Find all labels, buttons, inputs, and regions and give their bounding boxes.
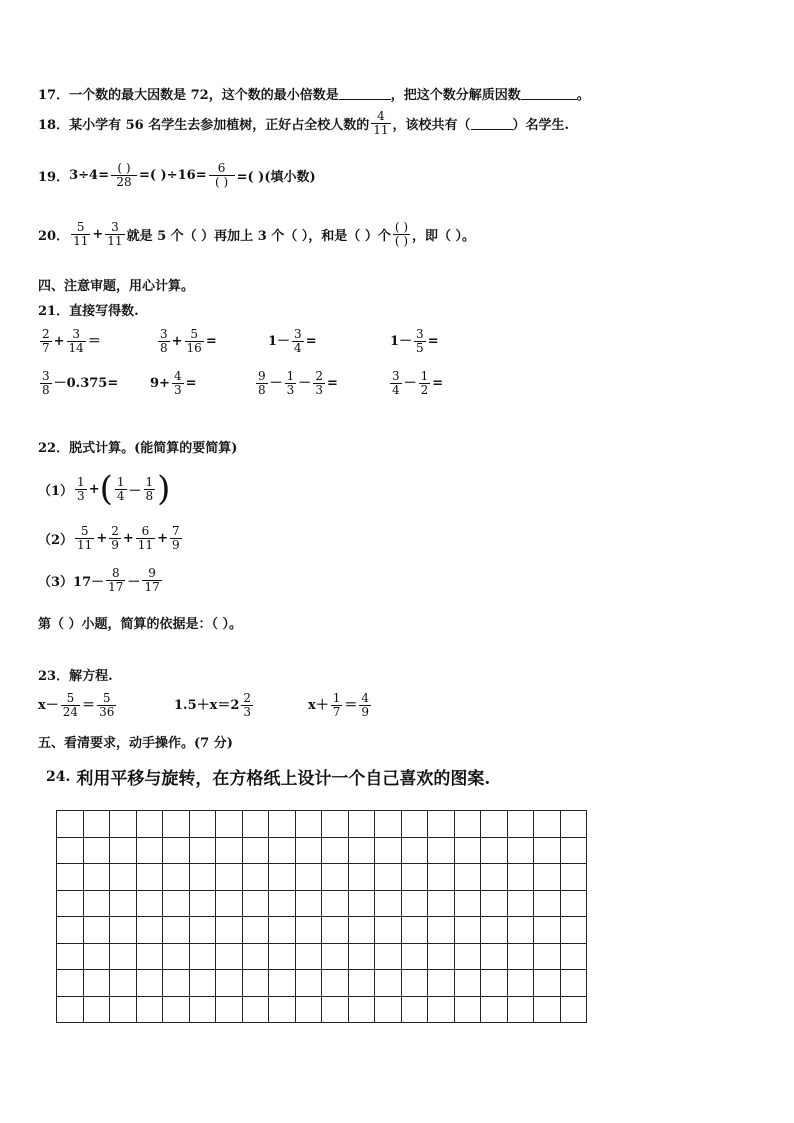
grid-cell[interactable]	[163, 811, 190, 838]
grid-cell[interactable]	[57, 837, 84, 864]
q22-part-1: （1） $\frac{1}{3}$ + ( $\frac{1}{4}$ － $\frac{1}{8}$ )	[38, 469, 171, 509]
grid-cell[interactable]	[57, 864, 84, 891]
grid-cell[interactable]	[534, 864, 561, 891]
grid-cell[interactable]	[136, 890, 163, 917]
grid-cell[interactable]	[269, 996, 296, 1023]
grid-cell[interactable]	[163, 996, 190, 1023]
grid-cell[interactable]	[560, 996, 587, 1023]
q21-item: $\frac{9}{8}$ － $\frac{1}{3}$ － $\frac{2}{3}$ =	[258, 369, 338, 397]
grid-cell[interactable]	[507, 996, 534, 1023]
grid-cell[interactable]	[322, 917, 349, 944]
question-18	[38, 110, 569, 137]
question-number: 18．	[38, 118, 70, 133]
grid-cell[interactable]	[242, 864, 269, 891]
grid-cell[interactable]	[269, 837, 296, 864]
question-22-title: 22．脱式计算。(能简算的要简算)	[38, 441, 238, 456]
grid-cell[interactable]	[110, 837, 137, 864]
grid-cell[interactable]	[507, 837, 534, 864]
grid-cell[interactable]	[110, 811, 137, 838]
equation-3: x＋ $\frac{1}{7}$ ＝ $\frac{4}{9}$	[308, 691, 370, 719]
grid-cell[interactable]	[348, 943, 375, 970]
expression-text: =( )(填小数)	[236, 170, 316, 185]
grid-cell[interactable]	[534, 837, 561, 864]
grid-cell[interactable]	[110, 864, 137, 891]
grid-row	[57, 970, 587, 997]
q21-item: $\frac{3}{4}$ － $\frac{1}{2}$ =	[392, 369, 444, 397]
q23-equations	[38, 692, 408, 719]
grid-cell[interactable]	[322, 970, 349, 997]
grid-cell[interactable]	[216, 811, 243, 838]
question-text: ，该校共有（	[392, 118, 471, 133]
grid-cell[interactable]	[560, 943, 587, 970]
grid-cell[interactable]	[242, 837, 269, 864]
question-19	[38, 162, 316, 189]
grid-cell[interactable]	[216, 917, 243, 944]
grid-cell[interactable]	[83, 970, 110, 997]
q22-note: 第（ ）小题，简算的依据是：（ ）。	[38, 617, 243, 632]
grid-cell[interactable]	[375, 890, 402, 917]
grid-cell[interactable]	[189, 890, 216, 917]
grid-cell[interactable]	[454, 890, 481, 917]
grid-cell[interactable]	[163, 917, 190, 944]
question-text: 。	[576, 88, 590, 103]
grid-cell[interactable]	[375, 970, 402, 997]
grid-cell[interactable]	[83, 837, 110, 864]
q21-item: 1－ $\frac{3}{5}$ =	[390, 327, 439, 355]
grid-cell[interactable]	[401, 970, 428, 997]
question-number: 20．	[38, 229, 70, 244]
grid-cell[interactable]	[401, 811, 428, 838]
grid-cell[interactable]	[322, 996, 349, 1023]
grid-cell[interactable]	[295, 943, 322, 970]
q21-row-2	[38, 370, 488, 397]
grid-cell[interactable]	[242, 811, 269, 838]
grid-cell[interactable]	[57, 811, 84, 838]
grid-cell[interactable]	[163, 864, 190, 891]
grid-cell[interactable]	[428, 864, 455, 891]
grid-row	[57, 890, 587, 917]
grid-cell[interactable]	[507, 970, 534, 997]
grid-cell[interactable]	[189, 837, 216, 864]
fraction: $\frac{3}{11}$	[107, 220, 123, 248]
grid-cell[interactable]	[481, 996, 508, 1023]
q22-part-3: （3） 17－ $\frac{8}{17}$ － $\frac{9}{17}$	[38, 566, 160, 594]
grid-cell[interactable]	[163, 970, 190, 997]
grid-cell[interactable]	[428, 943, 455, 970]
grid-cell[interactable]	[481, 917, 508, 944]
grid-cell[interactable]	[136, 917, 163, 944]
grid-cell[interactable]	[375, 811, 402, 838]
grid-cell[interactable]	[322, 837, 349, 864]
grid-cell[interactable]	[454, 970, 481, 997]
grid-cell[interactable]	[136, 811, 163, 838]
grid-cell[interactable]	[322, 811, 349, 838]
grid-cell[interactable]	[375, 864, 402, 891]
grid-cell[interactable]	[401, 943, 428, 970]
grid-cell[interactable]	[269, 811, 296, 838]
equation-2: 1.5＋x＝2 $\frac{2}{3}$	[174, 691, 252, 719]
question-24: 24. 利用平移与旋转，在方格纸上设计一个自己喜欢的图案.	[46, 768, 491, 789]
grid-cell[interactable]	[454, 917, 481, 944]
grid-cell[interactable]	[560, 811, 587, 838]
grid-cell[interactable]	[163, 837, 190, 864]
grid-cell[interactable]	[189, 943, 216, 970]
q21-row-1	[38, 328, 490, 355]
operator: +	[92, 227, 104, 242]
question-text: ）名学生.	[512, 118, 570, 133]
grid-cell[interactable]	[348, 864, 375, 891]
grid-cell[interactable]	[401, 864, 428, 891]
question-text: 某小学有 56 名学生去参加植树，正好占全校人数的	[69, 118, 370, 133]
grid-cell[interactable]	[454, 996, 481, 1023]
grid-cell[interactable]	[189, 970, 216, 997]
grid-cell[interactable]	[136, 943, 163, 970]
grid-row	[57, 917, 587, 944]
grid-cell[interactable]	[322, 890, 349, 917]
grid-table[interactable]	[56, 810, 587, 1023]
grid-cell[interactable]	[428, 890, 455, 917]
grid-cell[interactable]	[216, 943, 243, 970]
grid-cell[interactable]	[295, 890, 322, 917]
question-23-title: 23．解方程.	[38, 669, 113, 684]
grid-cell[interactable]	[163, 890, 190, 917]
grid-cell[interactable]	[136, 837, 163, 864]
grid-cell[interactable]	[428, 996, 455, 1023]
grid-cell[interactable]	[216, 970, 243, 997]
grid-cell[interactable]	[375, 943, 402, 970]
grid-cell[interactable]	[428, 917, 455, 944]
grid-cell[interactable]	[481, 943, 508, 970]
fraction: $\frac{5}{11}$	[73, 220, 89, 248]
grid-row	[57, 943, 587, 970]
grid-cell[interactable]	[507, 943, 534, 970]
question-text: 一个数的最大因数是 72，这个数的最小倍数是	[69, 88, 339, 103]
grid-cell[interactable]	[454, 864, 481, 891]
grid-cell[interactable]	[295, 996, 322, 1023]
grid-cell[interactable]	[401, 837, 428, 864]
q21-item: $\frac{2}{7}$ + $\frac{3}{14}$ ＝	[42, 327, 101, 355]
grid-cell[interactable]	[534, 943, 561, 970]
grid-cell[interactable]	[110, 943, 137, 970]
grid-row	[57, 811, 587, 838]
grid-cell[interactable]	[348, 837, 375, 864]
grid-cell[interactable]	[534, 970, 561, 997]
fraction: $\frac{6}{( )}$	[209, 162, 235, 189]
grid-cell[interactable]	[507, 917, 534, 944]
grid-cell[interactable]	[348, 970, 375, 997]
grid-row	[57, 837, 587, 864]
grid-cell[interactable]	[375, 837, 402, 864]
grid-cell[interactable]	[348, 917, 375, 944]
grid-cell[interactable]	[189, 917, 216, 944]
answer-blank[interactable]	[471, 117, 513, 130]
grid-cell[interactable]	[401, 890, 428, 917]
grid-cell[interactable]	[57, 917, 84, 944]
grid-cell[interactable]	[560, 837, 587, 864]
grid-cell[interactable]	[322, 943, 349, 970]
grid-cell[interactable]	[83, 917, 110, 944]
grid-cell[interactable]	[560, 890, 587, 917]
grid-cell[interactable]	[295, 811, 322, 838]
grid-cell[interactable]	[348, 996, 375, 1023]
grid-cell[interactable]	[136, 864, 163, 891]
grid-cell[interactable]	[242, 996, 269, 1023]
grid-cell[interactable]	[507, 890, 534, 917]
grid-row	[57, 996, 587, 1023]
q21-item: $\frac{3}{8}$ + $\frac{5}{16}$ =	[160, 327, 217, 355]
question-text: ，即（ ）。	[412, 229, 476, 244]
grid-cell[interactable]	[454, 943, 481, 970]
grid-cell[interactable]	[481, 837, 508, 864]
grid-cell[interactable]	[83, 943, 110, 970]
grid-cell[interactable]	[189, 996, 216, 1023]
question-21-title: 21．直接写得数.	[38, 304, 139, 319]
question-number: 17．	[38, 88, 70, 103]
grid-cell[interactable]	[216, 864, 243, 891]
grid-cell[interactable]	[136, 970, 163, 997]
grid-cell[interactable]	[242, 943, 269, 970]
grid-cell[interactable]	[242, 970, 269, 997]
equation-1: x－ $\frac{5}{24}$ ＝ $\frac{5}{36}$	[38, 691, 115, 719]
grid-cell[interactable]	[560, 864, 587, 891]
answer-blank[interactable]	[521, 87, 577, 100]
answer-blank[interactable]	[339, 87, 391, 100]
grid-cell[interactable]	[348, 890, 375, 917]
grid-cell[interactable]	[428, 970, 455, 997]
grid-cell[interactable]	[57, 996, 84, 1023]
grid-cell[interactable]	[57, 970, 84, 997]
grid-cell[interactable]	[295, 970, 322, 997]
grid-cell[interactable]	[428, 811, 455, 838]
grid-cell[interactable]	[83, 996, 110, 1023]
grid-cell[interactable]	[83, 864, 110, 891]
grid-cell[interactable]	[507, 864, 534, 891]
grid-cell[interactable]	[322, 864, 349, 891]
fraction: $\frac{4}{11}$	[373, 109, 389, 137]
grid-row	[57, 864, 587, 891]
q22-part-2: （2） $\frac{5}{11}$ + $\frac{2}{9}$ + $\frac{6}{11}$ + $\frac{7}{9}$	[38, 524, 180, 552]
grid-cell[interactable]	[163, 943, 190, 970]
grid-cell[interactable]	[375, 996, 402, 1023]
question-text: ，把这个数分解质因数	[390, 88, 521, 103]
section-heading-5: 五、看清要求，动手操作。(7 分)	[38, 736, 233, 751]
grid-cell[interactable]	[481, 890, 508, 917]
grid-cell[interactable]	[216, 996, 243, 1023]
grid-cell[interactable]	[269, 917, 296, 944]
q21-item: 9+ $\frac{4}{3}$ =	[150, 369, 197, 397]
grid-cell[interactable]	[560, 917, 587, 944]
grid-cell[interactable]	[110, 917, 137, 944]
fraction: $\frac{( )}{( )}$	[394, 220, 409, 248]
question-text: 就是 5 个（ ）再加上 3 个（ ），和是（ ）个	[126, 229, 391, 244]
grid-cell[interactable]	[454, 837, 481, 864]
fraction: $\frac{( )}{28}$	[111, 162, 137, 189]
grid-cell[interactable]	[216, 890, 243, 917]
grid-cell[interactable]	[534, 890, 561, 917]
grid-cell[interactable]	[57, 890, 84, 917]
grid-cell[interactable]	[295, 864, 322, 891]
q21-item: $\frac{3}{8}$ －0.375=	[42, 369, 119, 397]
section-heading-4: 四、注意审题，用心计算。	[38, 279, 195, 294]
grid-cell[interactable]	[481, 811, 508, 838]
grid-cell[interactable]	[428, 837, 455, 864]
grid-cell[interactable]	[295, 837, 322, 864]
grid-cell[interactable]	[454, 811, 481, 838]
grid-cell[interactable]	[269, 970, 296, 997]
grid-cell[interactable]	[401, 996, 428, 1023]
grid-cell[interactable]	[481, 970, 508, 997]
grid-cell[interactable]	[560, 970, 587, 997]
question-17	[38, 84, 590, 103]
grid-cell[interactable]	[534, 996, 561, 1023]
grid-cell[interactable]	[481, 864, 508, 891]
grid-cell[interactable]	[269, 943, 296, 970]
question-20	[38, 221, 475, 248]
question-number: 19．	[38, 170, 70, 185]
grid-cell[interactable]	[189, 864, 216, 891]
grid-cell[interactable]	[375, 917, 402, 944]
grid-paper[interactable]	[56, 810, 587, 1023]
grid-cell[interactable]	[269, 864, 296, 891]
grid-cell[interactable]	[534, 811, 561, 838]
grid-cell[interactable]	[83, 811, 110, 838]
grid-cell[interactable]	[110, 890, 137, 917]
grid-cell[interactable]	[110, 970, 137, 997]
grid-cell[interactable]	[189, 811, 216, 838]
grid-cell[interactable]	[295, 917, 322, 944]
grid-cell[interactable]	[269, 890, 296, 917]
expression-text: 3÷4=	[69, 168, 109, 183]
grid-cell[interactable]	[242, 917, 269, 944]
expression-text: =( )÷16=	[138, 168, 207, 183]
grid-cell[interactable]	[136, 996, 163, 1023]
grid-cell[interactable]	[242, 890, 269, 917]
q21-item: 1－ $\frac{3}{4}$ =	[268, 327, 317, 355]
grid-cell[interactable]	[401, 917, 428, 944]
grid-cell[interactable]	[507, 811, 534, 838]
grid-cell[interactable]	[83, 890, 110, 917]
grid-cell[interactable]	[216, 837, 243, 864]
grid-cell[interactable]	[534, 917, 561, 944]
grid-cell[interactable]	[110, 996, 137, 1023]
grid-cell[interactable]	[57, 943, 84, 970]
grid-cell[interactable]	[348, 811, 375, 838]
